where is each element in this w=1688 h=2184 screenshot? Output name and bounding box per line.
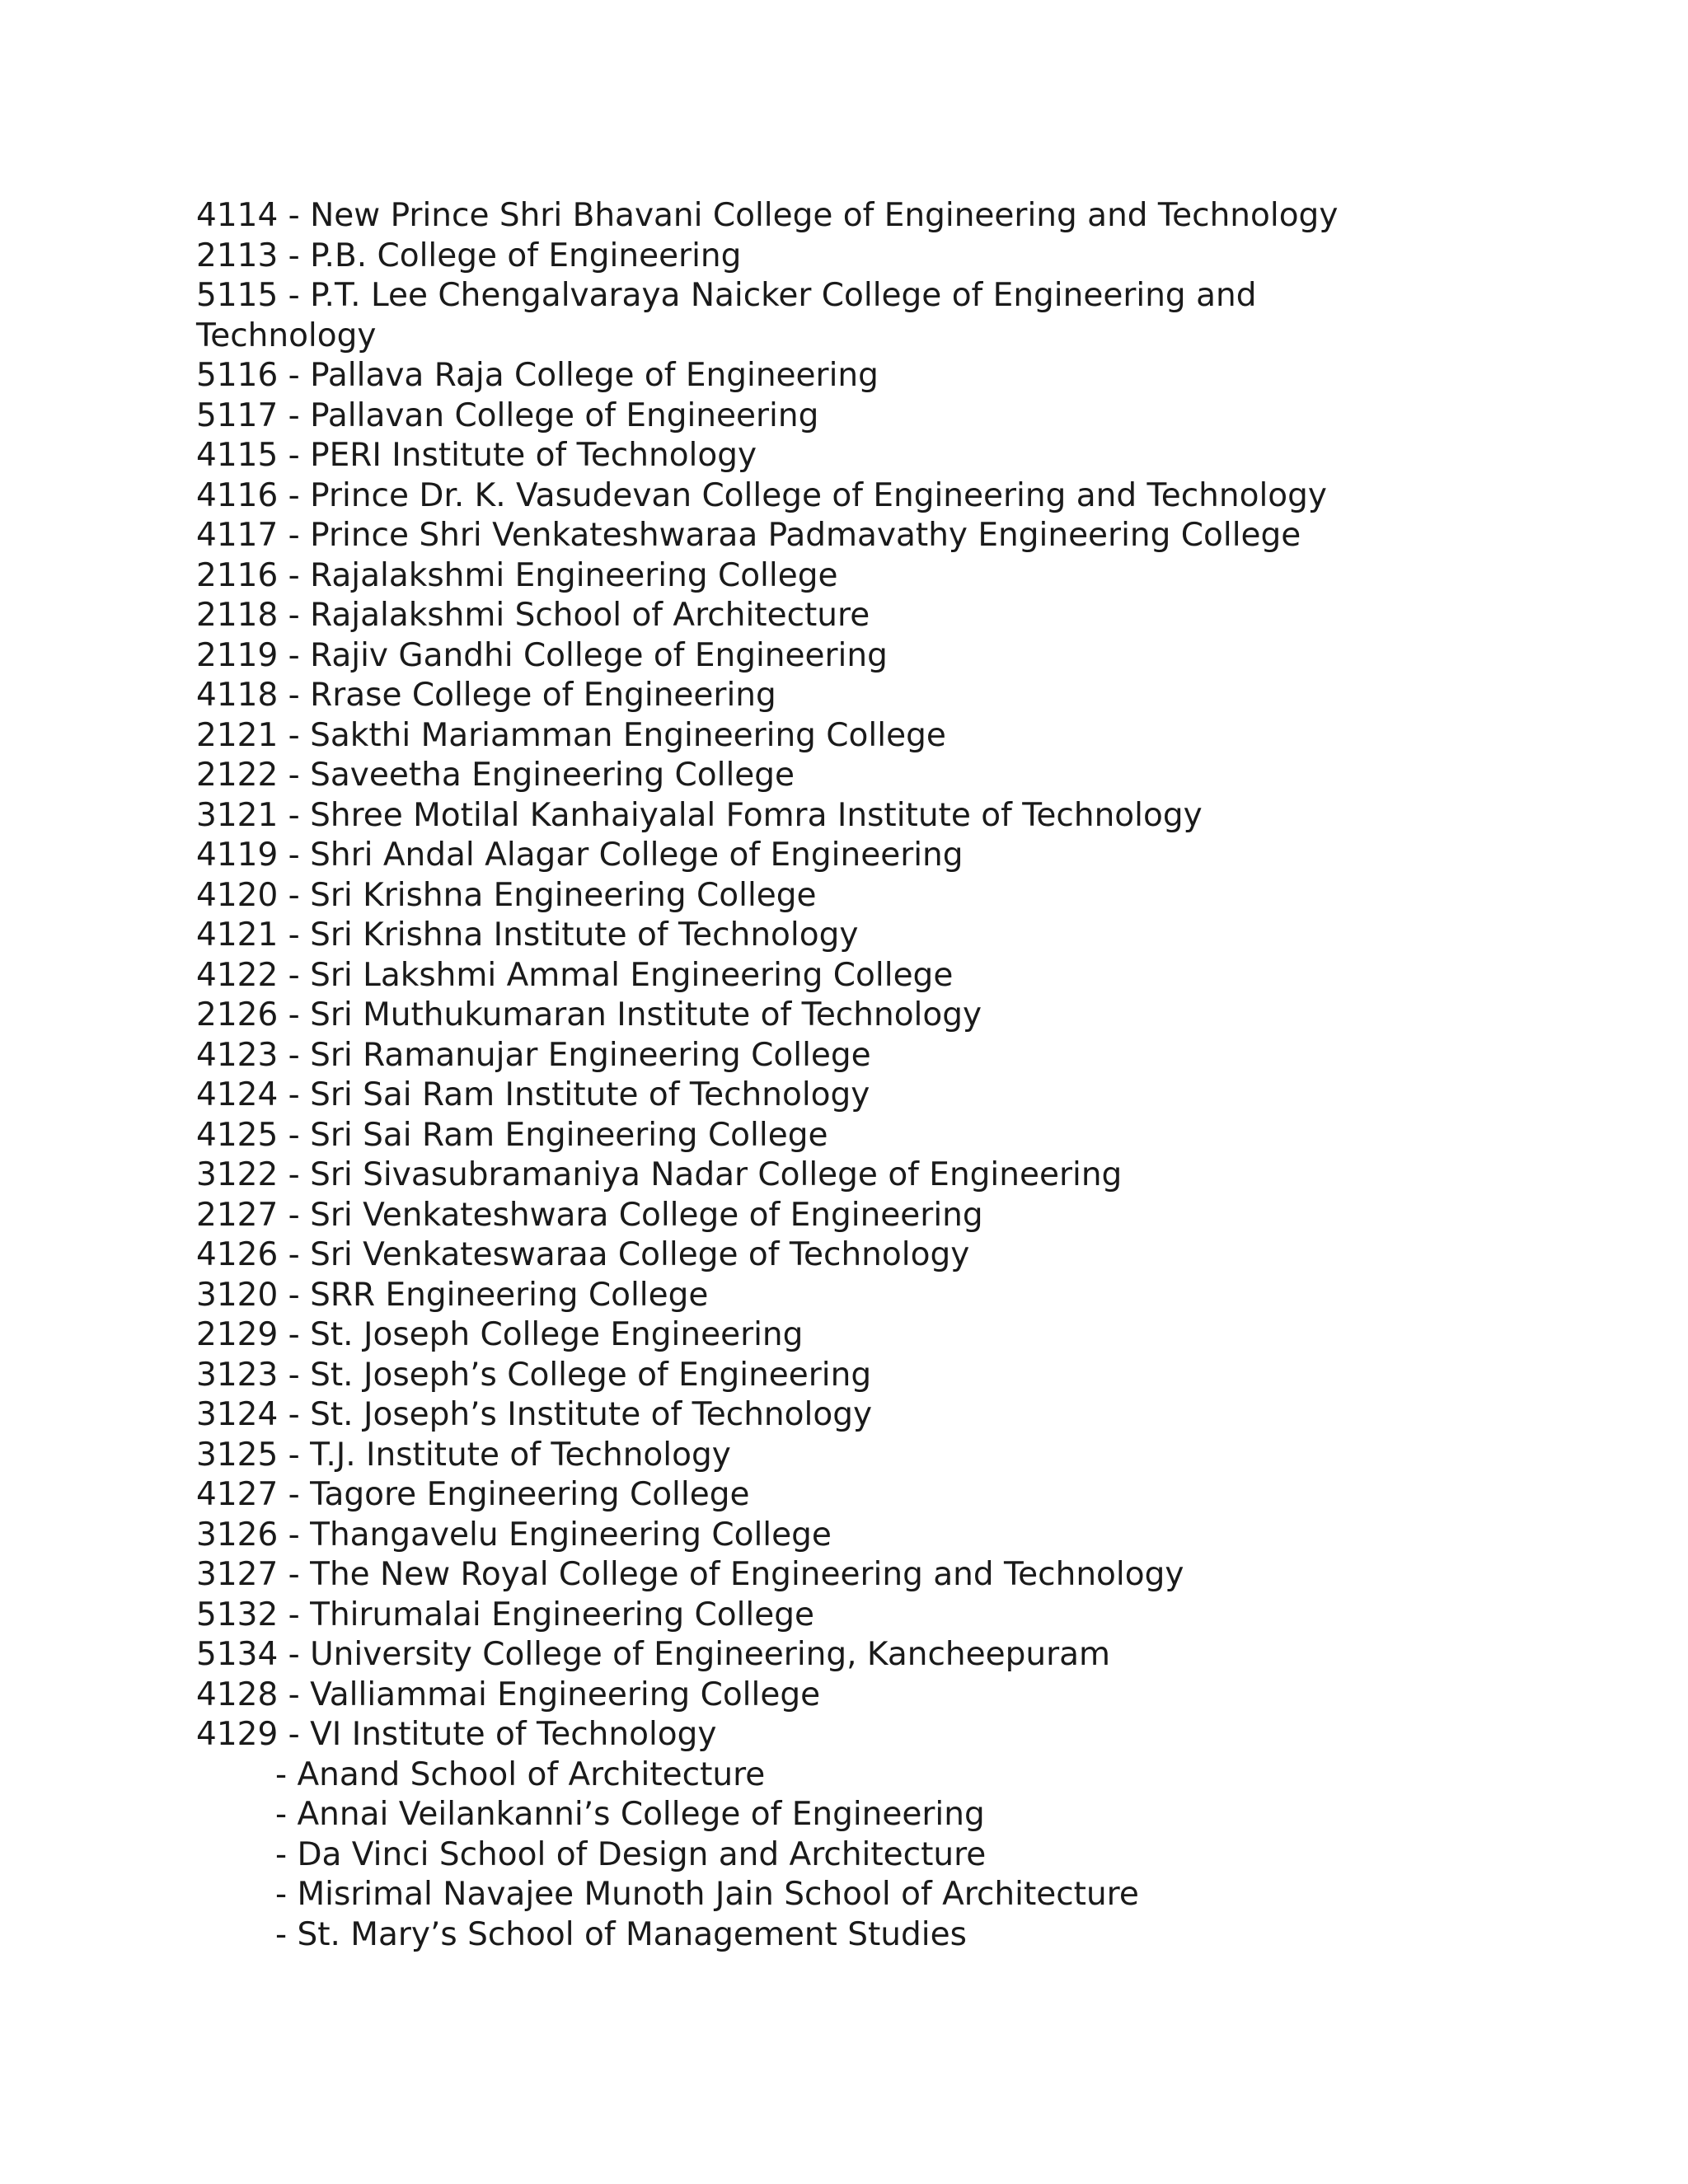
list-item: 4126 - Sri Venkateswaraa College of Technology: [196, 1236, 970, 1273]
list-item: 2127 - Sri Venkateshwara College of Engineering: [196, 1196, 983, 1234]
list-item: 2118 - Rajalakshmi School of Architecture: [196, 597, 870, 634]
list-item: 4124 - Sri Sai Ram Institute of Technology: [196, 1076, 870, 1113]
list-item: 2122 - Saveetha Engineering College: [196, 757, 795, 794]
list-item: 4114 - New Prince Shri Bhavani College of Engineering and Technology: [196, 197, 1339, 234]
list-item: 4127 - Tagore Engineering College: [196, 1476, 750, 1513]
list-item: 4117 - Prince Shri Venkateshwaraa Padmavathy Engineering College: [196, 517, 1301, 554]
uncoded-list-item: - St. Mary’s School of Management Studies: [275, 1915, 967, 1953]
list-item: 5115 - P.T. Lee Chengalvaraya Naicker College of Engineering and Technology: [196, 277, 1257, 354]
list-item: 3125 - T.J. Institute of Technology: [196, 1436, 731, 1474]
uncoded-list-item: - Annai Veilankanni’s College of Engineering: [275, 1796, 985, 1833]
list-item: 3120 - SRR Engineering College: [196, 1276, 709, 1314]
list-item: 4119 - Shri Andal Alagar College of Engineering: [196, 837, 964, 874]
list-item: 3126 - Thangavelu Engineering College: [196, 1516, 832, 1554]
list-item: 3122 - Sri Sivasubramaniya Nadar College of Engineering: [196, 1156, 1123, 1193]
list-item: 4115 - PERI Institute of Technology: [196, 437, 757, 474]
list-item: 3124 - St. Joseph’s Institute of Technology: [196, 1396, 873, 1433]
list-item: 4129 - VI Institute of Technology: [196, 1716, 717, 1753]
list-item: 4123 - Sri Ramanujar Engineering College: [196, 1036, 871, 1074]
list-item: 4118 - Rrase College of Engineering: [196, 677, 776, 714]
list-item: 2116 - Rajalakshmi Engineering College: [196, 556, 838, 594]
list-item: 2126 - Sri Muthukumaran Institute of Technology: [196, 996, 982, 1033]
list-item: 2119 - Rajiv Gandhi College of Engineering: [196, 636, 888, 674]
list-item: 2121 - Sakthi Mariamman Engineering College: [196, 716, 946, 754]
list-item: 4121 - Sri Krishna Institute of Technology: [196, 916, 859, 954]
list-item: 5134 - University College of Engineering, Kancheepuram: [196, 1636, 1110, 1673]
list-item: 4120 - Sri Krishna Engineering College: [196, 876, 817, 914]
list-item: 3121 - Shree Motilal Kanhaiyalal Fomra Institute of Technology: [196, 796, 1203, 834]
list-item: 4128 - Valliammai Engineering College: [196, 1675, 821, 1713]
list-item: 4122 - Sri Lakshmi Ammal Engineering College: [196, 956, 954, 994]
list-item: 5132 - Thirumalai Engineering College: [196, 1596, 815, 1633]
uncoded-list-item: - Misrimal Navajee Munoth Jain School of Architecture: [275, 1876, 1139, 1913]
list-item: 3123 - St. Joseph’s College of Engineering: [196, 1356, 872, 1394]
list-item: 4116 - Prince Dr. K. Vasudevan College of Engineering and Technology: [196, 476, 1327, 514]
list-item: 5117 - Pallavan College of Engineering: [196, 396, 819, 434]
list-item: 2113 - P.B. College of Engineering: [196, 237, 742, 274]
list-item: 5116 - Pallava Raja College of Engineering: [196, 357, 879, 394]
list-item: 4125 - Sri Sai Ram Engineering College: [196, 1116, 828, 1154]
list-item: 3127 - The New Royal College of Engineering and Technology: [196, 1556, 1184, 1593]
college-list: [196, 196, 1515, 1955]
list-item: 2129 - St. Joseph College Engineering: [196, 1316, 804, 1353]
uncoded-list-item: - Da Vinci School of Design and Architecture: [275, 1835, 987, 1873]
uncoded-list-item: - Anand School of Architecture: [275, 1755, 766, 1793]
